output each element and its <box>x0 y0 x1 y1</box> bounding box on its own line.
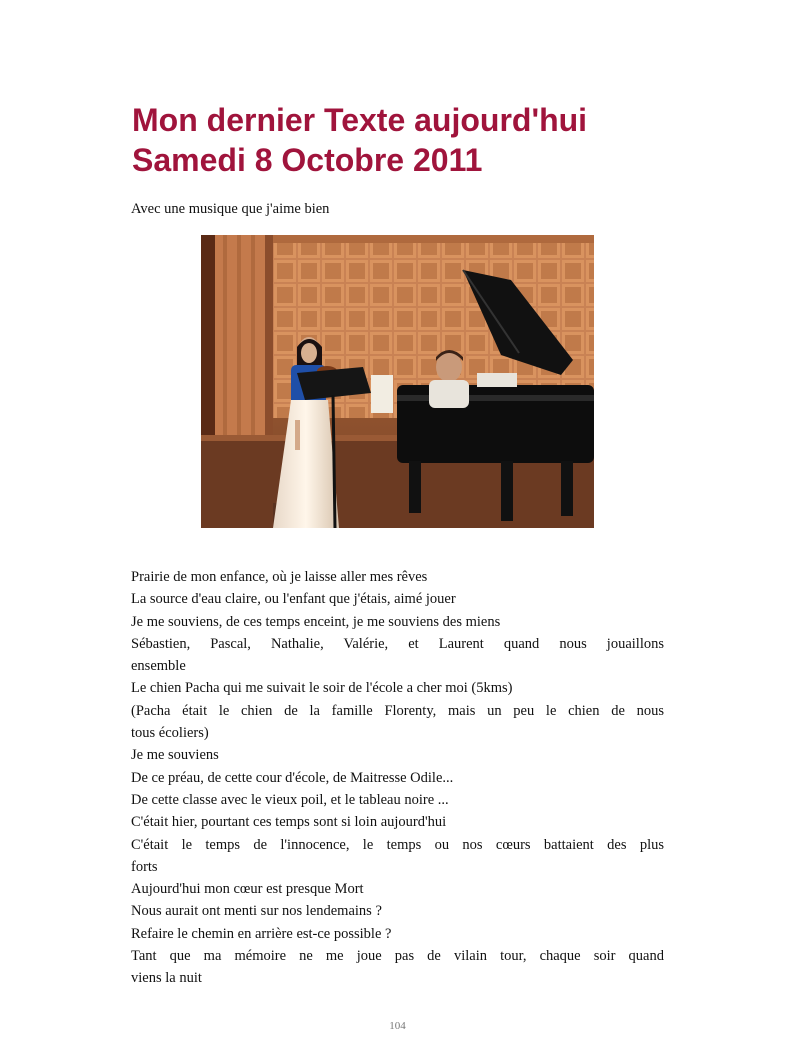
poem-line: La source d'eau claire, ou l'enfant que j'étais, aimé jouer <box>131 591 456 608</box>
poem-line: Le chien Pacha qui me suivait le soir de l'école a cher moi (5kms) <box>131 680 513 697</box>
poem-line: (Pacha était le chien de la famille Florenty, mais un peu le chien de nous <box>131 702 664 719</box>
poem-line: Prairie de mon enfance, où je laisse aller mes rêves <box>131 569 428 585</box>
page-title-line-1: Mon dernier Texte aujourd'hui <box>132 102 588 138</box>
poem-line: ensemble <box>131 658 186 675</box>
poem-line: Je me souviens <box>131 747 219 764</box>
concert-photo <box>201 235 594 528</box>
concert-photo-icon <box>201 235 594 528</box>
poem-line: De ce préau, de cette cour d'école, de Maitresse Odile... <box>131 769 454 786</box>
poem-line: Refaire le chemin en arrière est-ce possible ? <box>131 925 392 942</box>
page-title <box>132 100 692 180</box>
poem-line: Tant que ma mémoire ne me joue pas de vilain tour, chaque soir quand <box>131 948 664 965</box>
page-title-line-2: Samedi 8 Octobre 2011 <box>132 142 483 178</box>
poem-line: forts <box>131 858 158 875</box>
poem-line: De cette classe avec le vieux poil, et le tableau noire ... <box>131 791 449 808</box>
page-number: 104 <box>389 1020 406 1032</box>
intro-text: Avec une musique que j'aime bien <box>131 201 330 217</box>
poem-line: C'était hier, pourtant ces temps sont si loin aujourd'hui <box>131 814 447 831</box>
poem-line: Sébastien, Pascal, Nathalie, Valérie, et Laurent quand nous jouaillons <box>131 635 664 652</box>
poem-text <box>131 566 664 990</box>
poem-line: tous écoliers) <box>131 725 209 742</box>
poem-line: viens la nuit <box>131 970 202 987</box>
poem-line: C'était le temps de l'innocence, le temps ou nos cœurs battaient des plus <box>131 836 664 853</box>
poem-line: Je me souviens, de ces temps enceint, je me souviens des miens <box>131 613 501 630</box>
poem-line: Aujourd'hui mon cœur est presque Mort <box>131 881 364 898</box>
poem-line: Nous aurait ont menti sur nos lendemains ? <box>131 903 382 920</box>
